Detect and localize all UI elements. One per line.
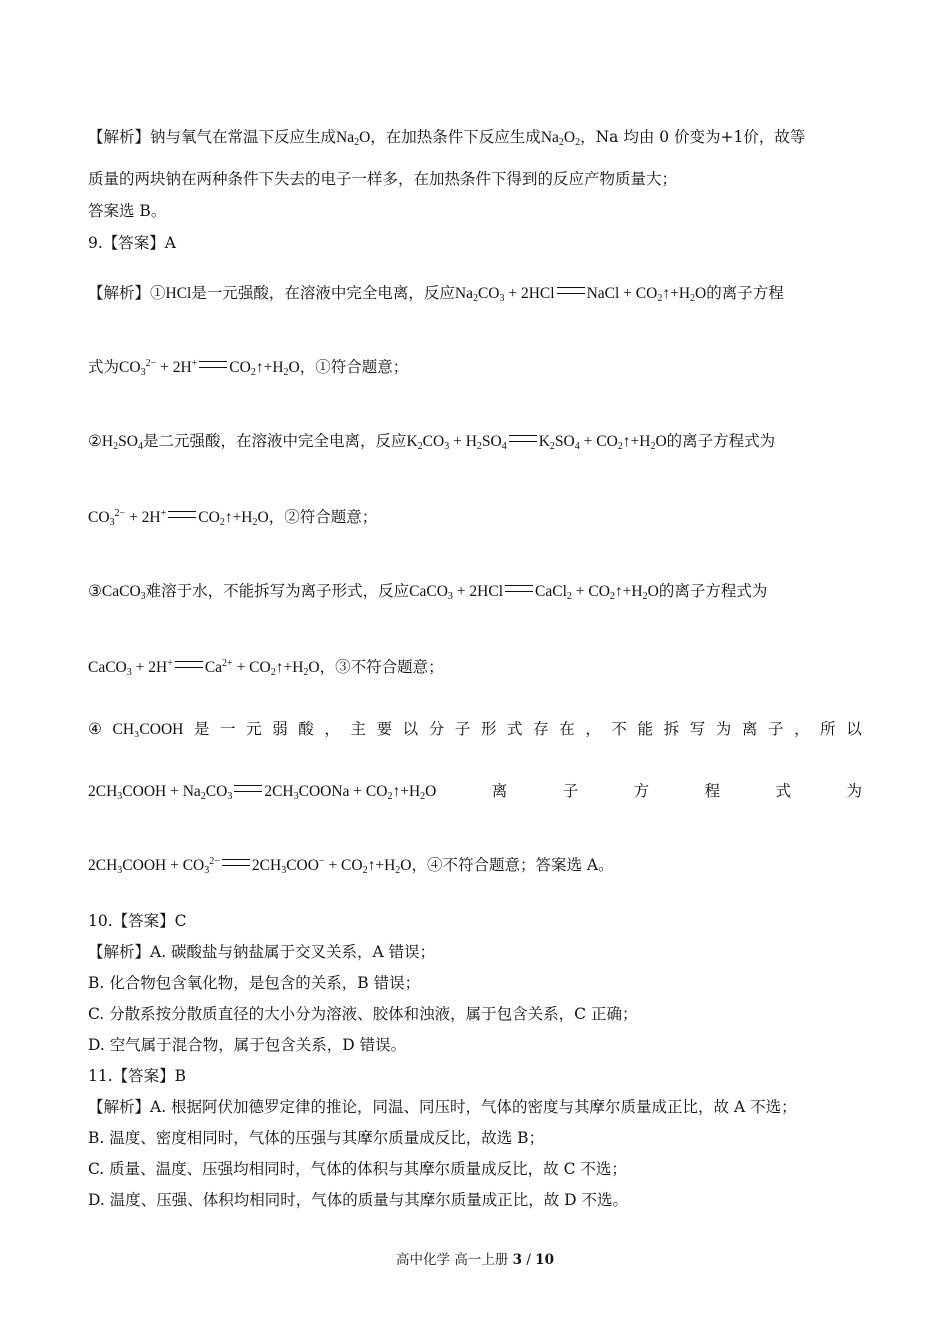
char: 酸 [298,720,314,738]
equation-k2co3-h2so4: $K_2CO_3 + H_2SO_4$ $K_2SO_4$ + $CO_2↑+H_2O$ [406,433,667,452]
q10-analysis-line-3: C. 分散系按分散质直径的大小分为溶液、胶体和浊液，属于包含关系，C 正确； [88,1005,638,1023]
equation-caco3-hcl: CaCO$_3$ + 2HCl CaCl$_2$ + $CO_2↑+H_2O$ [409,583,659,602]
char: 子 [454,720,471,738]
char: 要 [376,720,393,738]
char: 主 [350,720,366,738]
page-footer [0,1248,950,1268]
char: 拆 [663,720,680,738]
char: 在 [559,720,575,738]
q9-analysis-line-3 [88,434,775,450]
char: 为 [846,782,862,800]
char: 为 [715,720,732,738]
text: 难溶于水，不能拆写为离子形式，反应 [145,582,410,600]
q8-analysis-line-3: 答案选 B。 [88,202,167,220]
q11-analysis-line-2: B. 温度、密度相同时，气体的压强与其摩尔质量成反比，故选 B； [88,1129,545,1147]
char: 一 [220,720,236,738]
text: ，④不符合题意；答案选 A。 [411,856,614,874]
text: ，③不符合题意； [319,658,444,676]
char: 形 [480,720,497,738]
q10-analysis-line-1: 【解析】A. 碳酸盐与钠盐属于交叉关系，A 错误； [88,943,436,961]
q11-analysis-line-4: D. 温度、压强、体积均相同时，气体的质量与其摩尔质量成正比，故 D 不选。 [88,1191,629,1209]
char: 不 [611,720,627,738]
page-total: 10 [535,1252,554,1268]
char: 所 [820,720,836,738]
formula-na2o: $Na_2O$ [336,129,371,148]
char: 方 [633,782,650,800]
formula-ch3cooh: CH₃COOH [112,721,184,738]
char: ， [794,720,810,738]
ionic-equation-2: $CO_3^{2-} + 2H^+$ $CO_2↑+H_2O$ [88,508,269,528]
char: ④ [88,720,102,738]
formula-h2so4: $H_2SO_4$ [101,433,143,452]
text: 【解析】① [88,284,166,302]
formula-hcl: HCl [165,285,192,302]
q9-analysis-line-6 [88,660,444,676]
q9-analysis-line-8 [88,784,862,800]
char: 子 [562,782,579,800]
page-separator: / [522,1252,536,1268]
text: 的离子方程 [706,284,784,302]
text: ② [88,432,102,450]
q9-analysis-line-4 [88,510,377,526]
q9-answer-heading: 9.【答案】A [88,234,176,252]
char: 是 [193,720,210,738]
text: ，①符合题意； [299,358,409,376]
char: 式 [507,720,523,738]
char: 以 [402,720,419,738]
q9-analysis-line-1 [88,286,784,302]
char: 式 [775,782,792,800]
char: 程 [704,782,721,800]
char: 写 [689,720,706,738]
page-number: 3 [512,1252,523,1268]
text: 【解析】钠与氧气在常温下反应生成 [88,128,337,146]
formula-na2o2: $Na_2O_2$ [540,129,581,148]
q11-answer-heading: 11.【答案】B [88,1067,187,1085]
footer-label: 高中化学 高一上册 [396,1252,513,1268]
text: 是一元强酸，在溶液中完全电离，反应 [191,284,455,302]
ionic-equation-3: CaCO$_3$ + 2H+ $Ca^{2+}$ + $CO_2↑+H_2O$ [88,658,320,678]
q9-analysis-line-2 [88,360,408,376]
q11-analysis-line-1: 【解析】A. 根据阿伏加德罗定律的推论，同温、同压时，气体的密度与其摩尔质量成正比，故 A 不选； [88,1098,797,1116]
q10-analysis-line-4: D. 空气属于混合物，属于包含关系，D 错误。 [88,1036,407,1054]
char: ， [324,720,340,738]
char: 能 [637,720,654,738]
text: 是二元强酸，在溶液中完全电离，反应 [142,432,407,450]
q10-answer-heading: 10.【答案】C [88,912,187,930]
char: 以 [846,720,862,738]
text: ，Na 均由 0 价变为+1价，故等 [580,128,806,146]
text: ，②符合题意； [268,508,378,526]
ionic-equation-1: $CO_3^{2-} + 2H^+$ $CO_2↑+H_2O$ [119,358,300,378]
char: ， [585,720,601,738]
text: 的离子方程式为 [666,432,776,450]
text: 式为 [88,358,120,376]
char: 分 [428,720,445,738]
char: 子 [767,720,784,738]
char: 元 [246,720,262,738]
q9-analysis-line-5 [88,584,767,600]
q9-analysis-line-7 [88,722,862,738]
text: ，在加热条件下反应生成 [370,128,541,146]
char: 弱 [272,720,288,738]
q8-analysis-line-2: 质量的两块钠在两种条件下失去的电子一样多，在加热条件下得到的反应产物质量大； [88,170,678,188]
char: 存 [533,720,549,738]
char: 离 [741,720,758,738]
char: 离 [491,782,508,800]
q11-analysis-line-3: C. 质量、温度、压强均相同时，气体的体积与其摩尔质量成反比，故 C 不选； [88,1160,627,1178]
equation-ch3cooh-na2co3: $2CH_3COOH + Na_2CO_3$ $2CH_3COONa$ + $CO_2↑+H_2O$ [88,783,437,802]
text: ③ [88,582,102,600]
ionic-equation-4: $2CH_3COOH + CO_3^{2-}$ $2CH_3COO^-$ + $CO_2↑+H_2O$ [88,856,412,876]
q9-analysis-line-9 [88,858,614,874]
text: 的离子方程式为 [658,582,768,600]
q8-analysis-line-1 [88,130,805,146]
formula-caco3: CaCO$_3$ [101,583,146,602]
q10-analysis-line-2: B. 化合物包含氧化物，是包含的关系，B 错误； [88,974,421,992]
equation-na2co3-hcl: $Na_2CO_3 + 2HCl$ NaCl + $CO_2↑+H_2O$ [454,285,707,304]
